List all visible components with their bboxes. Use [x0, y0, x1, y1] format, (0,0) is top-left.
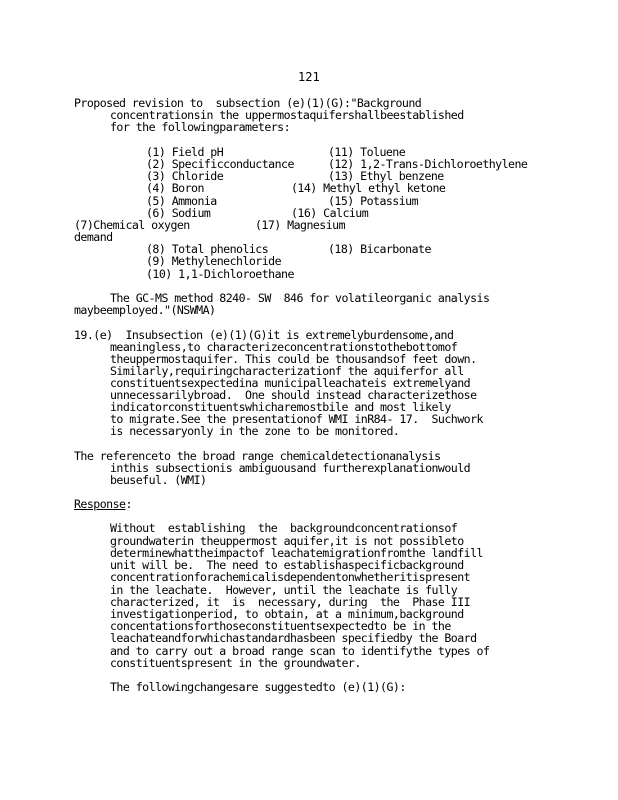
response-line-8: investigationperiod, to obtain, at a minimum,background	[110, 607, 464, 621]
comment19-line-1: 19.(e) Insubsection (e)(1)(G)it is extremelyburdensome,and	[74, 328, 454, 342]
response-heading	[74, 498, 132, 511]
gcms-line-1: The GC-MS method 8240- SW 846 for volatileorganic analysis	[110, 291, 490, 305]
comment19-line-3: theuppermostaquifer. This could be thousandsof feet down.	[110, 352, 477, 366]
comment19-line-4: Similarly,requiringcharacterizationf the aquiferfor all	[110, 364, 464, 378]
page-number: 121	[298, 70, 320, 84]
comment19-line-6: unnecessarilybroad. One should instead characterizethose	[110, 388, 477, 402]
response-line-5: concentrationforachemicalisdependentonwhetheritispresent	[110, 570, 471, 584]
param-7: (7)Chemical oxygen	[74, 218, 190, 232]
response-heading-label: Response	[74, 497, 126, 511]
gcms-line-2: maybeemployed."(NSWMA)	[74, 303, 216, 317]
response-line-9: concentationsforthoseconstituentsexpectedto be in the	[110, 619, 451, 633]
following-line: The followingchangesare suggestedto (e)(1)(G):	[110, 680, 406, 694]
response-line-2: groundwaterin theuppermost aquifer,it is not possibleto	[110, 534, 464, 548]
param-5: (5) Ammonia	[146, 194, 217, 208]
param-14: (14) Methyl ethyl ketone	[291, 181, 446, 195]
comment19-line-9: is necessaryonly in the zone to be monitored.	[110, 424, 400, 438]
param-12: (12) 1,2-Trans-Dichloroethylene	[328, 157, 528, 171]
param-4: (4) Boron	[146, 181, 204, 195]
param-15: (15) Potassium	[328, 194, 419, 208]
proposed-line-1: Proposed revision to subsection (e)(1)(G):"Background	[74, 96, 422, 110]
param-6: (6) Sodium	[146, 206, 211, 220]
param-2: (2) Specificconductance	[146, 157, 294, 171]
param-1: (1) Field pH	[146, 145, 224, 159]
comment19-line-7: indicatorconstituentswhicharemostbile and most likely	[110, 400, 451, 414]
param-17: (17) Magnesium	[255, 218, 346, 232]
param-13: (13) Ethyl benzene	[328, 169, 444, 183]
response-heading-colon: :	[125, 497, 132, 511]
response-line-7: characterized, it is necessary, during the Phase III	[110, 595, 471, 609]
param-16: (16) Calcium	[291, 206, 369, 220]
reference-line-1: The referenceto the broad range chemicaldetectionanalysis	[74, 449, 441, 463]
response-line-1: Without establishing the backgroundconcentrationsof	[110, 521, 458, 535]
proposed-line-2: concentrationsin the uppermostaquifershallbeestablished	[110, 108, 464, 122]
response-line-6: in the leachate. However, until the leachate is fully	[110, 583, 458, 597]
response-line-11: and to carry out a broad range scan to identifythe types of	[110, 644, 490, 658]
param-9: (9) Methylenechloride	[146, 254, 282, 268]
reference-line-2: inthis subsectionis ambiguousand furtherexplanationwould	[110, 461, 471, 475]
response-line-10: leachateandforwhichastandardhasbeen specifiedby the Board	[110, 631, 477, 645]
proposed-line-3: for the followingparameters:	[110, 120, 291, 134]
param-11: (11) Toluene	[328, 145, 406, 159]
reference-line-3: beuseful. (WMI)	[110, 473, 207, 487]
param-7-cont: demand	[74, 230, 113, 244]
comment19-line-2: meaningless,to characterizeconcentrationstothebottomof	[110, 340, 458, 354]
comment19-line-8: to migrate.See the presentationof WMI inR84- 17. Suchwork	[110, 412, 483, 426]
comment19-line-5: constituentsexpectedina municipalleachateis extremelyand	[110, 376, 471, 390]
param-18: (18) Bicarbonate	[328, 242, 431, 256]
response-line-3: determinewhattheimpactof leachatemigrationfromthe landfill	[110, 546, 483, 560]
param-8: (8) Total phenolics	[146, 242, 269, 256]
response-line-12: constituentspresent in the groundwater.	[110, 656, 361, 670]
response-line-4: unit will be. The need to establishaspecificbackground	[110, 558, 464, 572]
param-3: (3) Chloride	[146, 169, 224, 183]
param-10: (10) 1,1-Dichloroethane	[146, 267, 294, 281]
